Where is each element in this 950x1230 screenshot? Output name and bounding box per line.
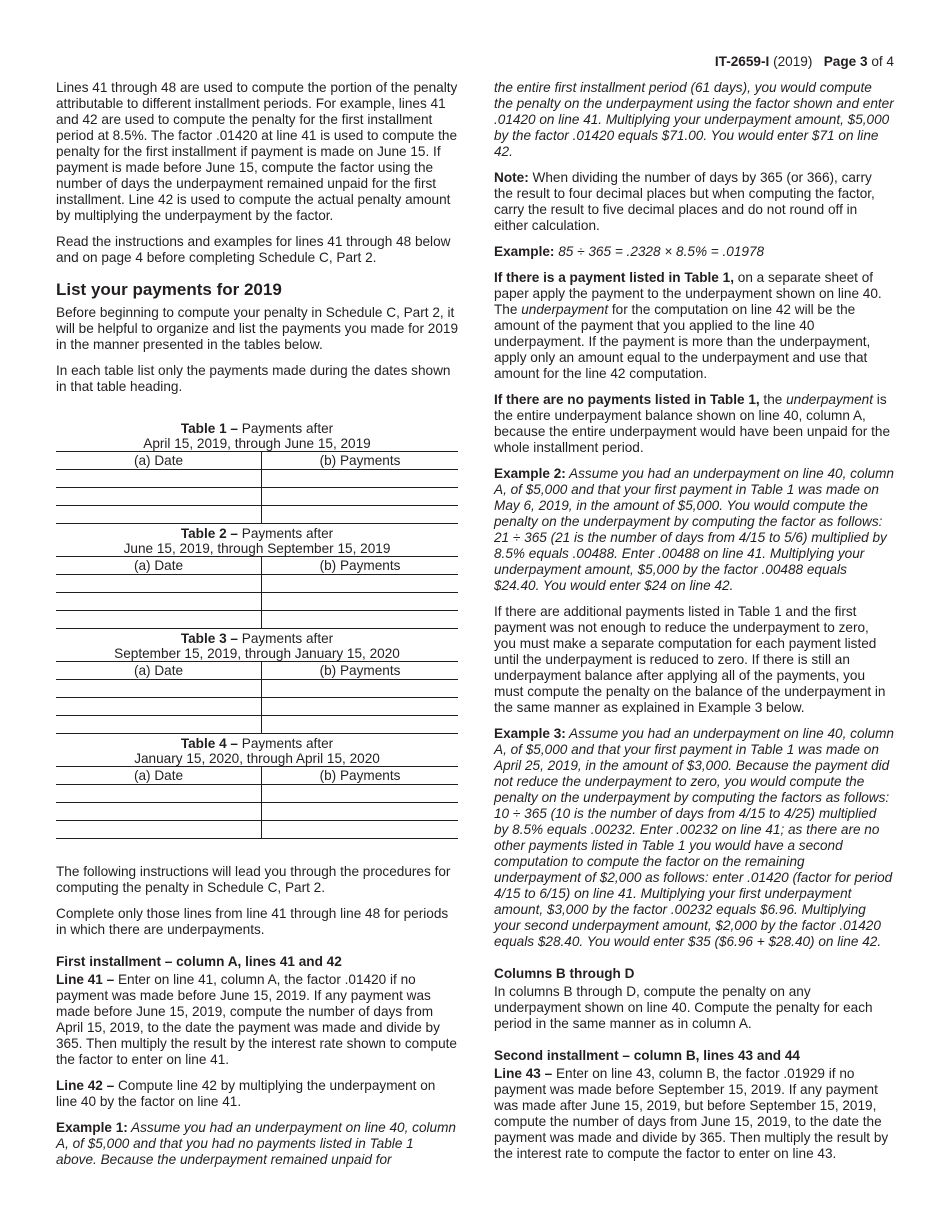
form-number: IT-2659-I [714, 54, 770, 69]
read-instructions-paragraph: Read the instructions and examples for lines 41 through 48 below and on page 4 before completing Schedule C, Part 2. [56, 234, 451, 265]
before-beginning-paragraph: Before beginning to compute your penalty in Schedule C, Part 2, it will be helpful to organize and list the payments you made for 2019 in the manner presented in the tables below. [56, 305, 459, 352]
table-entry-row[interactable] [56, 715, 458, 734]
payments-table-1 [56, 419, 458, 524]
table-header-row: (a) Date (b) Payments [56, 766, 458, 784]
example-2: Example 2: Assume you had an underpayment on line 40, column A, of $5,000 and that your first payment in Table 1 was made on May 6, 2019, in the amount of $5,000. You would compute the penalty on the underpayment by computing the factor as follows: 21 ÷ 365 (21 is the number of days from 4/15 to 5/6) multiplied by 8.5% equals .00488. Enter .00488 on line 41. Multiplying your underpayment amount, $5,000 by the factor .00488 equals $24.40. You would enter $24 on line 42. [494, 466, 894, 593]
table-entry-row[interactable] [56, 487, 458, 505]
line-43-instructions: Line 43 – Enter on line 43, column B, the factor .01929 if no payment was made before September 15, 2019. If any payment was made after June 15, 2019, but before September 15, 2019, compute the number of days from June 15, 2019, to the date the payment was made and divide by 365. Then multiply the result by the interest rate to compute the factor to enter on line 43. [494, 1066, 889, 1161]
table-entry-row[interactable] [56, 505, 458, 524]
example-1: Example 1: Assume you had an underpayment on line 40, column A, of $5,000 and that you had no payments listed in Table 1 above. Because the underpayment remained unpaid for [56, 1120, 456, 1167]
page-label: Page 3 [823, 54, 868, 69]
table-caption: Table 1 – Payments after April 15, 2019, through June 15, 2019 [143, 421, 371, 451]
table-entry-row[interactable] [56, 574, 458, 592]
section-heading: List your payments for 2019 [56, 280, 282, 299]
example-1-continued: the entire first installment period (61 days), you would compute the penalty on the underpayment using the factor shown and enter .01420 on line 41. Multiplying your underpayment amount, $5,000 by the factor .01420 equals $71.00. You would enter $71 on line 42. [494, 80, 894, 159]
page-header [715, 54, 894, 70]
columns-b-d-paragraph: In columns B through D, compute the penalty on any underpayment shown on line 40. Compute the penalty for each period in the same manner as in column A. [494, 984, 873, 1031]
table-caption: Table 3 – Payments after September 15, 2019, through January 15, 2020 [114, 631, 400, 661]
table-caption: Table 2 – Payments after June 15, 2019, through September 15, 2019 [123, 526, 391, 556]
payment-listed-paragraph: If there is a payment listed in Table 1, on a separate sheet of paper apply the payment to the underpayment shown on line 40. The underpayment for the computation on line 42 will be the amount of the payment that you applied to the line 40 underpayment. If the payment is more than the underpayment, apply only an amount equal to the underpayment and use that amount for the line 42 computation. [494, 270, 882, 381]
payments-table-3 [56, 629, 458, 734]
example-3: Example 3: Assume you had an underpayment on line 40, column A, of $5,000 and that your first payment in Table 1 was made on April 25, 2019, in the amount of $3,000. Because the payment did not reduce the underpayment to zero, you would compute the penalty on the underpayment by computing the factors as follows: 10 ÷ 365 (10 is the number of days from 4/15 to 4/25) multiplied by 8.5% equals .00232. Enter .00232 on line 41; as there are no other payments listed in Table 1 you would have a second computation to compute the factor on the remaining underpayment of $2,000 as follows: enter .01420 (factor for period 4/15 to 6/15) on line 41. Multiplying your first underpayment amount, $3,000 by the factor .00232 equals $6.96. Multiplying your second underpayment amount, $2,000 by the factor .01420 equals $28.40. You would enter $35 ($6.96 + $28.40) on line 42. [494, 726, 894, 949]
table-header-row: (a) Date (b) Payments [56, 556, 458, 574]
second-installment-heading: Second installment – column B, lines 43 and 44 [494, 1048, 800, 1063]
table-entry-row[interactable] [56, 679, 458, 697]
left-column [56, 80, 458, 1178]
following-instructions-paragraph: The following instructions will lead you through the procedures for computing the penalty in Schedule C, Part 2. [56, 864, 451, 895]
note-paragraph: Note: When dividing the number of days by 365 (or 366), carry the result to four decimal places but when computing the factor, carry the result to five decimal places and do not round off in either calculation. [494, 170, 875, 233]
table-header-row: (a) Date (b) Payments [56, 451, 458, 469]
payments-table-2 [56, 524, 458, 629]
first-installment-heading: First installment – column A, lines 41 and 42 [56, 954, 342, 969]
line-41-instructions: Line 41 – Enter on line 41, column A, the factor .01420 if no payment was made before June 15, 2019. If any payment was made before June 15, 2019, compute the number of days from April 15, 2019, to the date the payment was made and divide by 365. Then multiply the result by the interest rate shown to compute the factor to enter on line 41. [56, 972, 457, 1067]
right-column [494, 80, 894, 1172]
no-payments-paragraph: If there are no payments listed in Table 1, the underpayment is the entire underpayment balance shown on line 40, column A, because the entire underpayment would have been unpaid for the whole installment period. [494, 392, 891, 455]
table-entry-row[interactable] [56, 592, 458, 610]
table-caption: Table 4 – Payments after January 15, 2020, through April 15, 2020 [134, 736, 380, 766]
table-instructions-paragraph: In each table list only the payments made during the dates shown in that table heading. [56, 363, 451, 394]
form-year: (2019) [773, 54, 813, 69]
page-of: of 4 [871, 54, 894, 69]
complete-only-paragraph: Complete only those lines from line 41 through line 48 for periods in which there are underpayments. [56, 906, 449, 937]
intro-paragraph: Lines 41 through 48 are used to compute the portion of the penalty attributable to different installment periods. For example, lines 41 and 42 are used to compute the penalty for the first installment period at 8.5%. The factor .01420 at line 41 is used to compute the penalty for the first installment if payment is made on June 15. If payment is made before June 15, compute the factor using the number of days the underpayment remained unpaid for the first installment. Line 42 is used to compute the actual penalty amount by multiplying the underpayment by the factor. [56, 80, 458, 223]
line-42-instructions: Line 42 – Compute line 42 by multiplying the underpayment on line 40 by the factor on line 41. [56, 1078, 436, 1109]
table-entry-row[interactable] [56, 802, 458, 820]
table-entry-row[interactable] [56, 820, 458, 839]
columns-b-d-heading: Columns B through D [494, 966, 635, 981]
table-header-row: (a) Date (b) Payments [56, 661, 458, 679]
table-entry-row[interactable] [56, 610, 458, 629]
payments-table-4 [56, 734, 458, 839]
table-entry-row[interactable] [56, 697, 458, 715]
example-calculation: Example: 85 ÷ 365 = .2328 × 8.5% = .01978 [494, 244, 765, 259]
table-entry-row[interactable] [56, 784, 458, 802]
additional-payments-paragraph: If there are additional payments listed in Table 1 and the first payment was not enough to reduce the underpayment to zero, you must make a separate computation for each payment listed until the underpayment is reduced to zero. If there is still an underpayment balance after applying all of the payments, you must compute the penalty on the balance of the underpayment in the same manner as explained in Example 3 below. [494, 604, 886, 715]
table-entry-row[interactable] [56, 469, 458, 487]
